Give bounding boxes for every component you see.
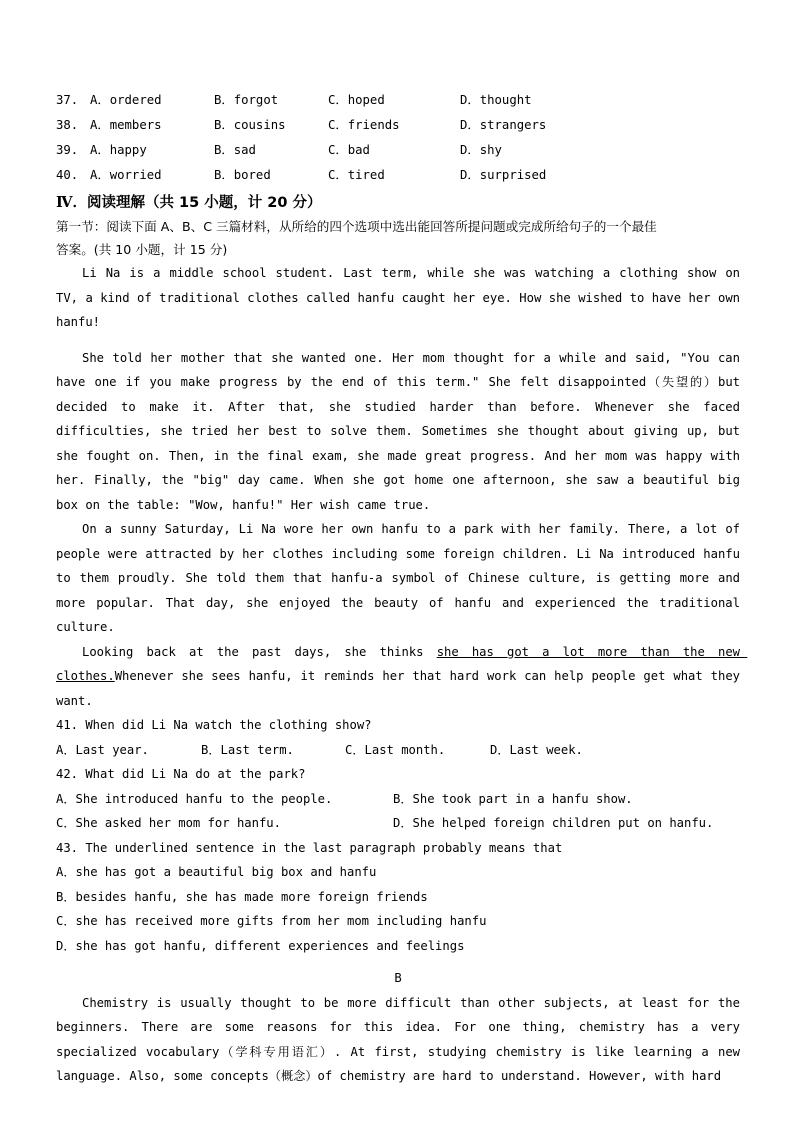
question-43-stem: 43. The underlined sentence in the last paragraph probably means that — [56, 840, 563, 855]
question-42-choices-row-2 — [56, 811, 740, 836]
passage-b-label: B — [394, 971, 402, 985]
section-roman-numeral: Ⅳ． — [56, 194, 87, 211]
passage-a-paragraph-4 — [56, 640, 748, 714]
choice-b[interactable]: B．She took part in a hanfu show. — [393, 791, 633, 806]
passage-a-paragraph-1: Li Na is a middle school student. Last term, while she was watching a clothing show on TV, a kind of traditional clothes called hanfu caught her eye. How she wished to have her own hanfu! — [56, 266, 748, 329]
question-number: 40. — [56, 168, 79, 182]
choice-b: B．bored — [214, 168, 271, 182]
choice-c[interactable]: C．Last month. — [345, 742, 446, 757]
cloze-option-row — [56, 163, 740, 188]
choice-a: A．ordered — [90, 93, 162, 107]
choice-c[interactable]: C．She asked her mom for hanfu. — [56, 816, 281, 830]
question-42-stem: 42. What did Li Na do at the park? — [56, 767, 306, 781]
cloze-option-row — [56, 138, 740, 163]
choice-d: D．thought — [460, 93, 532, 107]
choice-d[interactable]: D．she has got hanfu, different experiences and feelings — [56, 938, 465, 953]
paragraph-4-post-text: Whenever she sees hanfu, it reminds her that hard work can help people get what they want. — [56, 669, 748, 708]
choice-d[interactable]: D．She helped foreign children put on hanfu. — [393, 816, 714, 830]
question-41-stem: 41. When did Li Na watch the clothing show? — [56, 718, 372, 732]
question-42-choices-row-1 — [56, 787, 740, 812]
choice-b: B．sad — [214, 143, 256, 157]
choice-a[interactable]: A．she has got a beautiful big box and hanfu — [56, 865, 377, 879]
underlined-sentence: she has got a lot more than the new clothes. — [56, 644, 748, 683]
choice-b[interactable]: B．besides hanfu, she has made more foreign friends — [56, 889, 428, 904]
choice-d: D．strangers — [460, 118, 547, 132]
choice-a: A．members — [90, 118, 162, 132]
choice-b[interactable]: B．Last term. — [201, 742, 294, 757]
choice-c[interactable]: C．she has received more gifts from her mom including hanfu — [56, 914, 487, 928]
paragraph-spacer — [56, 335, 740, 346]
choice-b: B．cousins — [214, 118, 286, 132]
choice-a[interactable]: A．Last year. — [56, 742, 149, 757]
choice-a: A．happy — [90, 143, 147, 157]
paragraph-4-pre-text: Looking back at the past days, she thinks — [82, 644, 437, 659]
section-title: 阅读理解（共 15 小题，计 20 分） — [86, 195, 322, 211]
choice-d[interactable]: D．Last week. — [490, 742, 583, 757]
question-number: 38. — [56, 118, 79, 132]
section-heading — [56, 191, 740, 215]
question-number: 37. — [56, 93, 79, 107]
passage-a-paragraph-2: She told her mother that she wanted one. Her mom thought for a while and said, "You can have one if you make progress by the end of this term." She felt disappointed（失望的）but decided to make it. After that, she studied harder than before. Whenever she faced difficulties, she tried her best to solve them. Sometimes she thought about giving up, but she fought on. Then, in the final exam, she made great progress. And her mom was happy with her. Finally, the "big" day came. When she got home one afternoon, she saw a beautiful big box on the table: "Wow, hanfu!" Her wish came true. — [56, 350, 748, 512]
section-instructions-line2: 答案。(共 10 小题，计 15 分) — [56, 242, 228, 257]
page-content — [56, 88, 748, 1089]
choice-c: C．bad — [328, 143, 370, 157]
cloze-option-row — [56, 113, 740, 138]
choice-a: A．worried — [90, 168, 162, 182]
section-instructions-line1: 第一节：阅读下面 A、B、C 三篇材料，从所给的四个选项中选出能回答所提问题或完成所给句子的一个最佳 — [56, 219, 657, 234]
choice-b: B．forgot — [214, 93, 279, 107]
cloze-option-row — [56, 88, 740, 113]
passage-b-paragraph-1: Chemistry is usually thought to be more difficult than other subjects, at least for the beginners. There are some reasons for this idea. For one thing, chemistry has a very specialized vocabulary（学科专用语汇）. At first, studying chemistry is like learning a new language. Also, some concepts（概念）of chemistry are hard to understand. However, with hard — [56, 995, 748, 1083]
question-41-choices — [56, 738, 740, 763]
choice-c: C．tired — [328, 168, 385, 182]
choice-c: C．friends — [328, 118, 400, 132]
question-number: 39. — [56, 143, 79, 157]
cloze-options-block — [56, 88, 740, 188]
choice-d: D．surprised — [460, 168, 547, 182]
choice-d: D．shy — [460, 143, 502, 157]
choice-a[interactable]: A．She introduced hanfu to the people. — [56, 791, 333, 806]
choice-c: C．hoped — [328, 93, 385, 107]
passage-a-paragraph-3: On a sunny Saturday, Li Na wore her own hanfu to a park with her family. There, a lot of people were attracted by her clothes including some foreign children. Li Na introduced hanfu to them proudly. She told them that hanfu-a symbol of Chinese culture, is getting more and more popular. That day, she enjoyed the beauty of hanfu and experienced the traditional culture. — [56, 522, 748, 634]
